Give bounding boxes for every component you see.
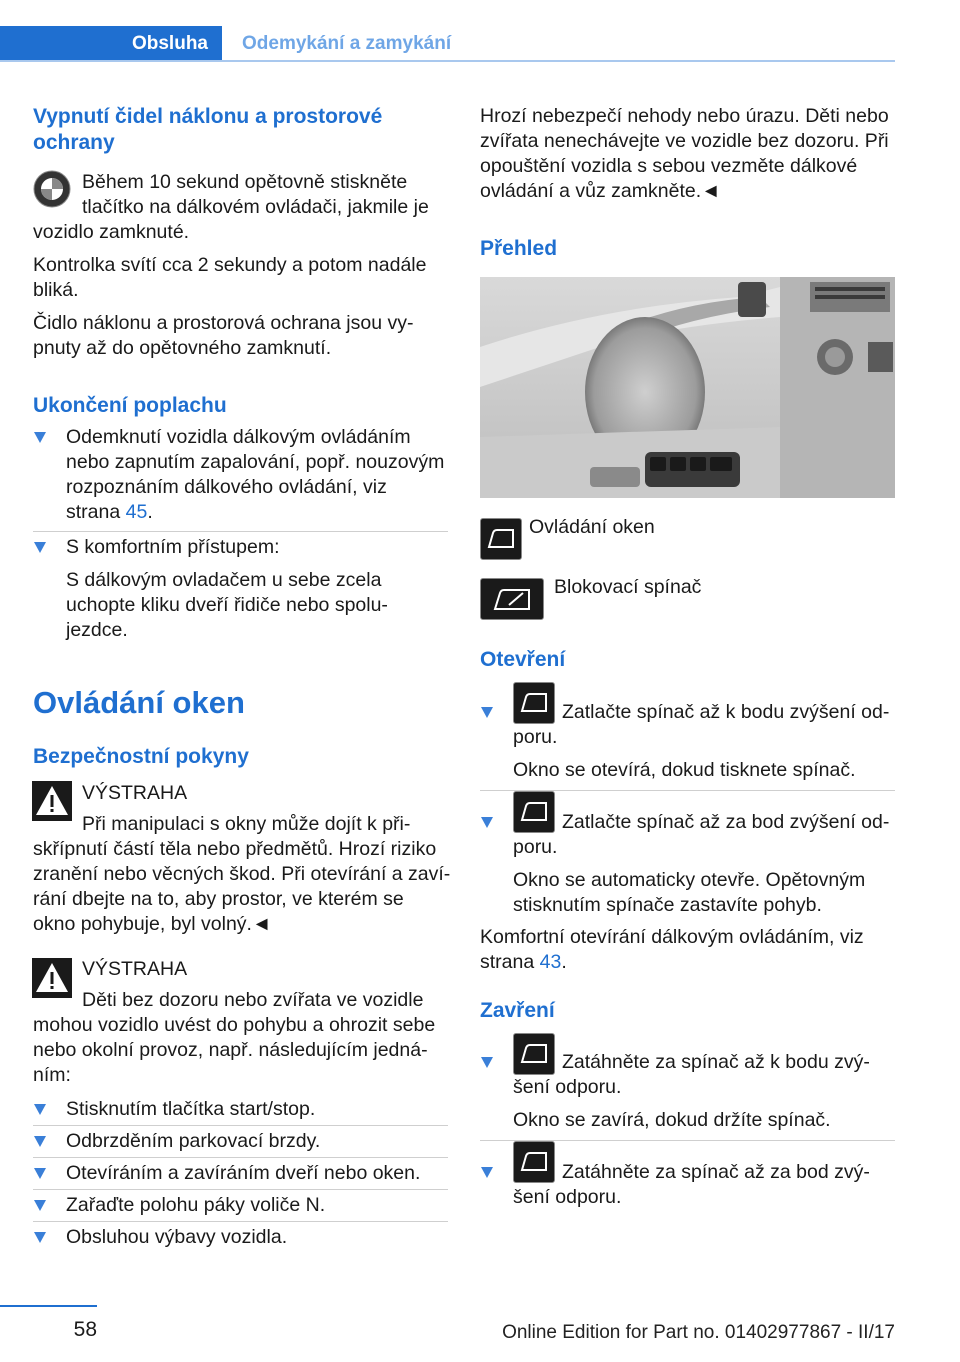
page-link-45[interactable]: 45	[125, 501, 148, 523]
heading-window-control: Ovládání oken	[33, 685, 245, 720]
window-switch-icon	[513, 682, 555, 724]
text-line: nebo zapnutím zapalování, popř. nouzovým	[66, 451, 445, 473]
text-line: Děti bez dozoru nebo zvířata ve vozidle	[82, 989, 424, 1011]
bullet-arrow-icon	[481, 1057, 493, 1068]
text-line: mohou vozidlo uvést do pohybu a ohrozit sebe	[33, 1014, 436, 1036]
bmw-remote-button-icon	[33, 170, 71, 208]
list-item: Stisknutím tlačítka start/stop.	[66, 1098, 316, 1120]
text-line: poru.	[513, 836, 558, 858]
list-item: Zařaďte polohu páky voliče N.	[66, 1194, 326, 1216]
list-item: Otevíráním a zavíráním dveří nebo oken.	[66, 1162, 421, 1184]
footer-rule	[0, 1305, 97, 1307]
list-item: Odbrzděním parkovací brzdy.	[66, 1130, 321, 1152]
warning-triangle-icon	[32, 958, 72, 998]
text-line: Čidlo náklonu a prostorová ochrana jsou vy‐	[33, 312, 414, 334]
bullet-arrow-icon	[34, 1168, 46, 1179]
text-line: opouštění vozidla s sebou vezměte dálkové	[480, 155, 858, 177]
text-line: uchopte kliku dveří řidiče nebo spolu‐	[66, 594, 388, 616]
warning-triangle-icon	[32, 781, 72, 821]
text-line: šení odporu.	[513, 1186, 622, 1208]
heading-overview: Přehled	[480, 237, 558, 260]
bullet-arrow-icon	[34, 1232, 46, 1243]
text-line: okno pohybuje, byl volný.◄	[33, 913, 272, 935]
text-line: Zatlačte spínač až k bodu zvýšení od‐	[562, 701, 890, 723]
page-number: 58	[73, 1318, 97, 1341]
text-line: ovládání a vůz zamkněte.◄	[480, 180, 721, 202]
door-panel-photo	[480, 277, 895, 498]
edition-label: Online Edition for Part no. 01402977867 - II/17	[502, 1322, 895, 1343]
tab-odemykani[interactable]: Odemykání a zamykání	[242, 33, 452, 54]
text-line: .	[561, 951, 567, 973]
text-line: rozpoznáním dálkového ovládání, viz	[66, 476, 387, 498]
text-line: šení odporu.	[513, 1076, 622, 1098]
text-line: vozidlo zamknuté.	[33, 221, 190, 243]
window-lock-switch-icon	[480, 578, 544, 620]
bullet-arrow-icon	[34, 1200, 46, 1211]
text-line: Zatlačte spínač až za bod zvýšení od‐	[562, 811, 890, 833]
window-switch-icon	[513, 1033, 555, 1075]
heading-line: Vypnutí čidel náklonu a prostorové	[33, 105, 383, 128]
header-divider	[0, 60, 895, 62]
divider	[33, 1221, 448, 1222]
heading-safety: Bezpečnostní pokyny	[33, 745, 249, 768]
text-line: zvířata nenechávejte ve vozidle bez dozoru. Při	[480, 130, 889, 152]
bullet-arrow-icon	[34, 1104, 46, 1115]
text-line: Odemknutí vozidla dálkovým ovládáním	[66, 426, 411, 448]
window-switch-icon	[513, 791, 555, 833]
heading-closing: Zavření	[480, 999, 555, 1022]
bullet-arrow-icon	[481, 1167, 493, 1178]
window-switch-icon	[513, 1141, 555, 1183]
text-line: ním:	[33, 1064, 71, 1086]
warning-title: VÝSTRAHA	[82, 958, 188, 980]
text-line: poru.	[513, 726, 558, 748]
text-line: tlačítko na dálkovém ovládači, jakmile je	[82, 196, 429, 218]
window-switch-icon	[480, 518, 522, 560]
text-line: Zatáhněte za spínač až za bod zvý‐	[562, 1161, 870, 1183]
text-line: Okno se otevírá, dokud tisknete spínač.	[513, 759, 856, 781]
divider	[33, 1125, 448, 1126]
text-line: S komfortním přístupem:	[66, 536, 280, 558]
page-link-43[interactable]: 43	[539, 951, 562, 973]
bullet-arrow-icon	[34, 432, 46, 443]
text-line: bliká.	[33, 279, 79, 301]
text-line: zranění nebo věcných škod. Při otevírání a zaví‐	[33, 863, 451, 885]
bullet-arrow-icon	[481, 817, 493, 828]
bullet-arrow-icon	[34, 542, 46, 553]
tab-obsluha[interactable]: Obsluha	[0, 26, 222, 60]
heading-end-alarm: Ukončení poplachu	[33, 394, 227, 417]
text-line: pnuty až do opětovného zamknutí.	[33, 337, 332, 359]
text-line: S dálkovým ovladačem u sebe zcela	[66, 569, 382, 591]
bullet-arrow-icon	[34, 1136, 46, 1147]
text-line: Během 10 sekund opětovně stiskněte	[82, 171, 408, 193]
left-column	[33, 104, 453, 156]
legend-lock-switch: Blokovací spínač	[554, 576, 702, 598]
text-line: skřípnutí částí těla nebo předmětů. Hrozí riziko	[33, 838, 437, 860]
text-line: nebo okolní provoz, např. následujícím jedná‐	[33, 1039, 428, 1061]
warning-title: VÝSTRAHA	[82, 782, 188, 804]
text-line: Hrozí nebezpečí nehody nebo úrazu. Děti nebo	[480, 105, 889, 127]
bullet-arrow-icon	[481, 707, 493, 718]
legend-window-control: Ovládání oken	[529, 516, 655, 538]
divider	[33, 1157, 448, 1158]
divider	[33, 531, 448, 532]
text-line: Okno se automaticky otevře. Opětovným	[513, 869, 866, 891]
text-line: Okno se zavírá, dokud držíte spínač.	[513, 1109, 831, 1131]
text-line: jezdce.	[66, 619, 128, 641]
text-line: Při manipulaci s okny může dojít k při‐	[82, 813, 411, 835]
text-line: rání dbejte na to, aby prostor, ve kterém se	[33, 888, 404, 910]
heading-tilt-off	[33, 104, 453, 156]
text-line: Zatáhněte za spínač až k bodu zvý‐	[562, 1051, 870, 1073]
divider	[33, 1189, 448, 1190]
list-item: Obsluhou výbavy vozidla.	[66, 1226, 288, 1248]
text-line: strana	[480, 951, 540, 973]
text-line: .	[147, 501, 153, 523]
text-line: stisknutím spínače zastavíte pohyb.	[513, 894, 822, 916]
text-line: strana	[66, 501, 126, 523]
heading-opening: Otevření	[480, 648, 566, 671]
heading-line: ochrany	[33, 131, 115, 154]
text-line: Komfortní otevírání dálkovým ovládáním, viz	[480, 926, 864, 948]
text-line: Kontrolka svítí cca 2 sekundy a potom nadále	[33, 254, 427, 276]
